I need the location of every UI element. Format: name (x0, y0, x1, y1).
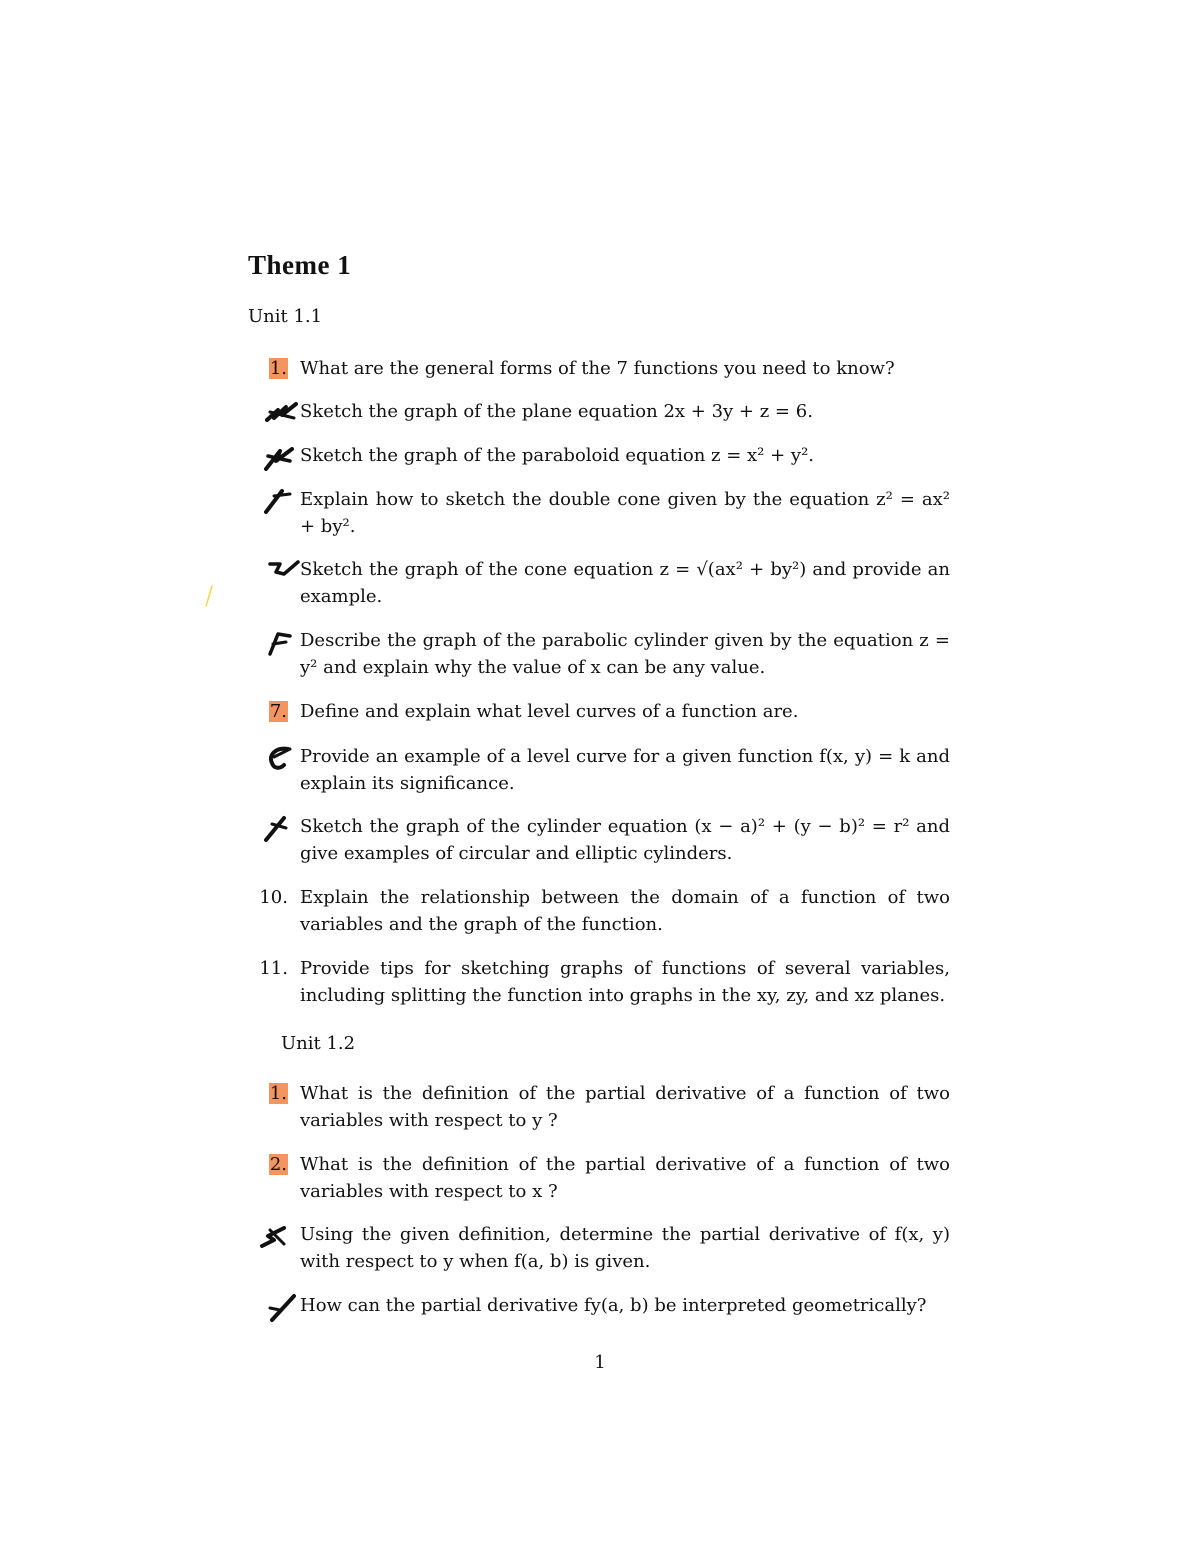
list-item: Sketch the graph of the cone equation z = √(ax² + by²) and provide an example. (300, 559, 950, 607)
page-number: 1 (594, 1352, 606, 1373)
list-item: Define and explain what level curves of a function are. (300, 701, 799, 722)
list-item: Describe the graph of the parabolic cylinder given by the equation z = y² and explain why the value of x can be any value. (300, 630, 950, 678)
list-item: Sketch the graph of the plane equation 2x + 3y + z = 6. (300, 401, 813, 422)
handwritten-check-mark (264, 1292, 300, 1322)
handwritten-check-mark (262, 443, 298, 473)
list-number: 11. (259, 958, 288, 979)
unit-heading-1-2: Unit 1.2 (281, 1033, 356, 1054)
list-number (254, 355, 288, 382)
handwritten-check-mark (258, 1222, 294, 1252)
list-item: What are the general forms of the 7 functions you need to know? (300, 358, 895, 379)
highlight-number: 1. (269, 358, 287, 379)
list-item: Sketch the graph of the paraboloid equation z = x² + y². (300, 445, 815, 466)
list-item: How can the partial derivative fy(a, b) be interpreted geometrically? (300, 1295, 927, 1316)
list-number (254, 698, 288, 725)
list-item: Provide an example of a level curve for a given function f(x, y) = k and explain its significance. (300, 746, 950, 794)
list-item: What is the definition of the partial derivative of a function of two variables with respect to y ? (300, 1083, 950, 1131)
list-item: Using the given definition, determine the partial derivative of f(x, y) with respect to y when f(a, b) is given. (300, 1224, 950, 1272)
page-title: Theme 1 (248, 250, 352, 280)
handwritten-check-mark (264, 628, 300, 658)
list-number (254, 1151, 288, 1178)
unit-heading-1-1: Unit 1.1 (248, 306, 323, 327)
handwritten-check-mark (262, 486, 298, 516)
handwritten-check-mark (266, 556, 302, 586)
list-number (254, 1080, 288, 1107)
pencil-mark (204, 584, 214, 608)
handwritten-check-mark (264, 398, 300, 428)
list-number: 10. (259, 887, 288, 908)
handwritten-check-mark (262, 814, 298, 844)
list-item: Provide tips for sketching graphs of functions of several variables, including splitting the function into graphs in the xy, zy, and xz planes. (300, 958, 950, 1006)
list-item: Sketch the graph of the cylinder equation (x − a)² + (y − b)² = r² and give examples of circular and elliptic cylinders. (300, 816, 950, 864)
highlight-number: 2. (269, 1154, 287, 1175)
handwritten-check-mark (264, 743, 300, 773)
list-item: What is the definition of the partial derivative of a function of two variables with respect to x ? (300, 1154, 950, 1202)
list-item: Explain how to sketch the double cone given by the equation z² = ax² + by². (300, 489, 950, 537)
list-item: Explain the relationship between the domain of a function of two variables and the graph of the function. (300, 887, 950, 935)
highlight-number: 1. (269, 1083, 287, 1104)
highlight-number: 7. (269, 701, 287, 722)
